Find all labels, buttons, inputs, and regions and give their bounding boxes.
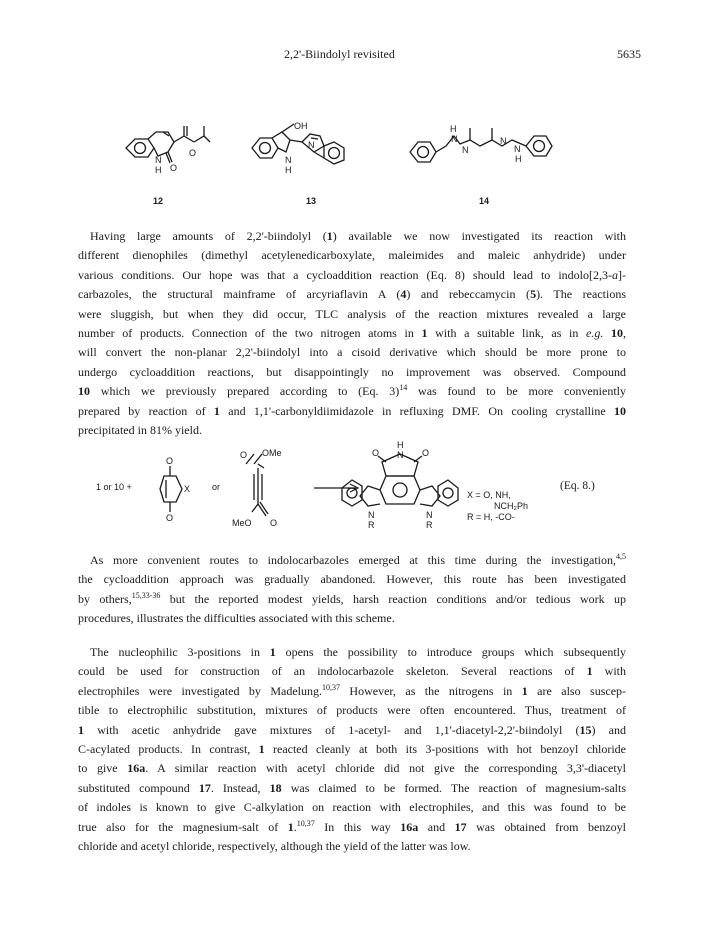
text-line: substituted compound 17. Instead, 18 was claimed to be formed. The reaction of magnesium-salts	[78, 780, 627, 795]
running-title: 2,2'-Biindolyl revisited	[284, 47, 395, 61]
atom-h: H	[397, 440, 404, 450]
text-line: C-acylated products. In contrast, 1 reacted cleanly at both its 3-positions with hot benzoyl chloride	[78, 742, 627, 757]
text-line: by others,$^{15,33-36}$ but the reported modest yields, harsh reaction conditions and/or tedious work up	[78, 590, 626, 606]
text-line: precipitated in 81% yield.	[78, 423, 202, 438]
text-line: carbazoles, the structural mainframe of arcyriaflavin A (4) and rebeccamycin (5). The reactions	[78, 287, 626, 302]
atom-o: O	[422, 448, 430, 458]
paragraph-1	[78, 227, 626, 440]
structure-indolocarbazole-product	[328, 440, 468, 540]
atom-o: O	[372, 448, 380, 458]
atom-o: O	[170, 163, 178, 173]
text-line: procedures, illustrates the difficulties associated with this scheme.	[78, 611, 395, 626]
atom-o: O	[270, 518, 278, 528]
text-line: were sluggish, but when they did occur, TLC analysis of the reaction mixtures revealed a large	[78, 306, 626, 321]
running-header	[0, 47, 701, 63]
atom-n: N	[451, 134, 458, 144]
structure-compound-12	[118, 118, 228, 180]
structure-dmad	[228, 444, 308, 530]
text-line: The nucleophilic 3-positions in 1 opens the possibility to introduce groups which subsequently	[90, 645, 626, 659]
atom-x: X	[184, 484, 191, 494]
atom-n: N	[514, 144, 521, 154]
atom-h: H	[155, 165, 162, 175]
atom-o: O	[240, 450, 248, 460]
atom-n: N	[462, 145, 469, 155]
atom-o: O	[189, 148, 197, 158]
atom-h: H	[450, 124, 457, 134]
compound-number-13: 13	[306, 196, 317, 206]
scheme-x-definition-2: NCH₂Ph	[494, 501, 529, 511]
text-line: of indoles is known to give C-alkylation on reaction with electrophiles, and this was found to be	[78, 800, 626, 815]
atom-r: R	[426, 520, 433, 530]
text-line: the cycloaddition approach was gradually abandoned. However, this route has been investigated	[78, 572, 626, 587]
text-line: 10 which we previously prepared according to (Eq. 3)$^{14}$ was found to be more conveniently	[78, 383, 626, 399]
atom-o: O	[166, 456, 174, 466]
text-line: prepared by reaction of 1 and 1,1'-carbonyldiimidazole in refluxing DMF. On cooling crystalline 10	[78, 403, 626, 418]
scheme-or: or	[212, 482, 221, 492]
compound-number-12: 12	[153, 196, 164, 206]
paragraph-2	[78, 551, 626, 629]
page-number: 5635	[617, 47, 641, 61]
reaction-scheme-eq-8	[0, 440, 701, 540]
atom-h: H	[515, 154, 522, 164]
text-line: number of products. Connection of the two nitrogen atoms in 1 with a suitable link, as in e.g. 10,	[78, 326, 626, 341]
atom-n: N	[155, 155, 162, 165]
text-line: to give 16a. A similar reaction with acetyl chloride did not give the corresponding 3,3'-diacetyl	[78, 761, 626, 776]
atom-r: R	[368, 520, 375, 530]
scheme-x-definition: X = O, NH,	[467, 490, 511, 500]
text-line: different dienophiles (dimethyl acetylenedicarboxylate, maleimides and maleic anhydride) under	[78, 248, 626, 263]
text-line: various conditions. Our hope was that a cycloaddition reaction (Eq. 8) should lead to indolo[2,3-a]-	[78, 267, 626, 282]
text-line: Having large amounts of 2,2'-biindolyl (1) available we now investigated its reaction with	[90, 229, 626, 243]
paragraph-3	[78, 643, 626, 856]
structure-compound-13	[244, 118, 364, 180]
scheme-r-definition: R = H, -CO-	[467, 512, 515, 522]
text-line: undergo cycloaddition reactions, but disappointingly no improvement was observed. Compound	[78, 364, 626, 379]
atom-n: N	[308, 140, 315, 150]
atom-oh: OH	[294, 121, 308, 131]
text-line: true also for the magnesium-salt of 1.$^{10,37}$ In this way 16a and 17 was obtained from benzoyl	[78, 818, 627, 834]
text-line: will convert the non-planar 2,2'-biindolyl into a cisoid derivative which should be more prone to	[78, 345, 626, 360]
compound-number-14: 14	[479, 196, 490, 206]
text-line: electrophiles were investigated by Madelung.$^{10,37}$ However, as the nitrogens in 1 are also suscep-	[78, 682, 627, 698]
text-line: As more convenient routes to indolocarbazoles emerged at this time during the investigation,$^{4,5}$	[90, 552, 626, 567]
structure-maleimide	[148, 454, 208, 524]
atom-meo: MeO	[232, 518, 252, 528]
text-line: could be used for construction of an indolocarbazole skeleton. Several reactions of 1 with	[78, 664, 626, 679]
atom-n: N	[397, 450, 404, 460]
atom-o: O	[166, 513, 174, 523]
atom-ome: OMe	[262, 448, 282, 458]
scheme-reactant: 1 or 10 +	[96, 482, 132, 492]
atom-n: N	[285, 155, 292, 165]
text-line: 1 with acetic anhydride gave mixtures of 1-acetyl- and 1,1'-diacetyl-2,2'-biindolyl (15) and	[78, 722, 626, 737]
structure-compound-14	[402, 118, 572, 180]
atom-n: N	[500, 136, 507, 146]
text-line: chloride and acetyl chloride, respectively, although the yield of the latter was low.	[78, 839, 471, 854]
atom-h: H	[285, 165, 292, 175]
atom-n: N	[426, 510, 433, 520]
atom-n: N	[368, 510, 375, 520]
equation-label: (Eq. 8.)	[560, 480, 595, 492]
text-line: tible to electrophilic substitution, mixtures of products were often encountered. Thus, treatment of	[78, 703, 626, 718]
